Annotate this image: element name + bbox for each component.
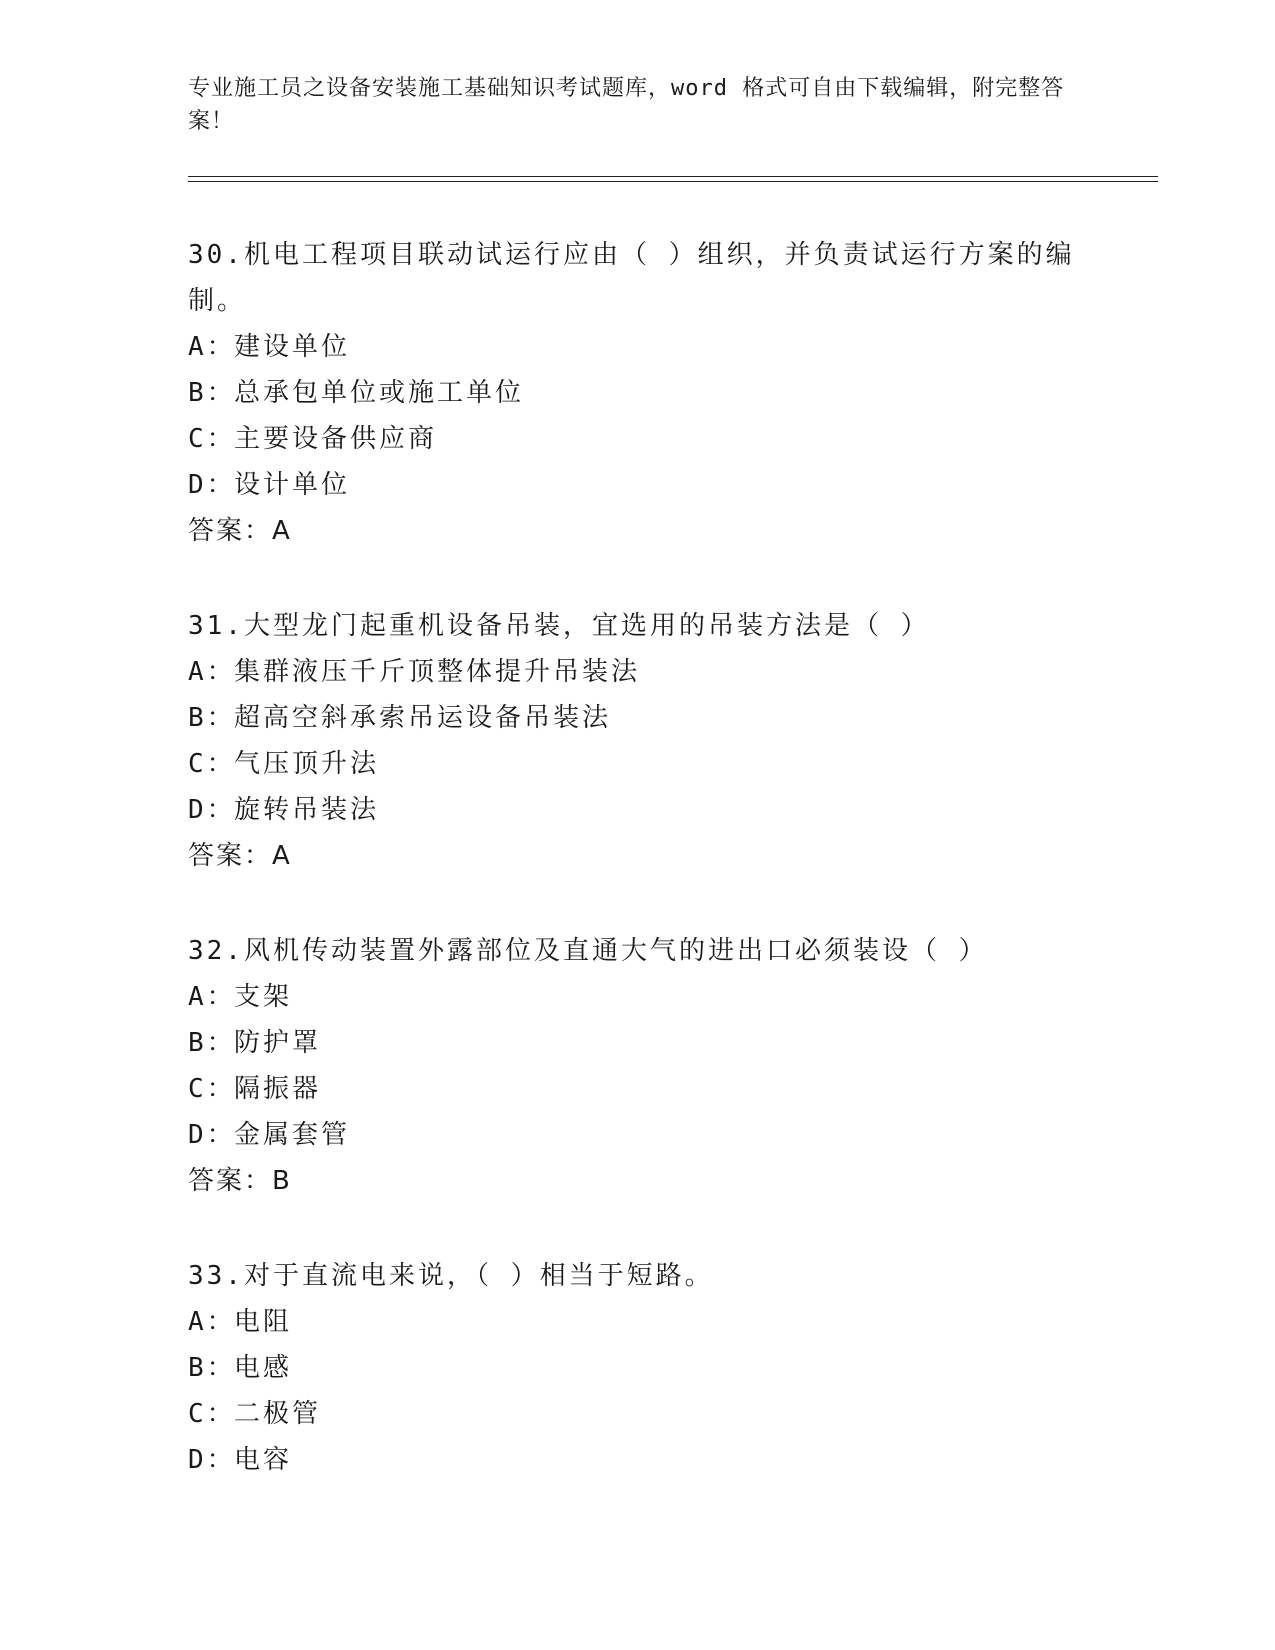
option-a	[188, 324, 1088, 370]
option-b	[188, 1020, 1088, 1066]
option-b	[188, 1345, 1088, 1391]
option-text: 电阻	[234, 1307, 293, 1337]
question-31	[188, 603, 1088, 879]
option-d	[188, 1437, 1088, 1483]
question-stem: 31.大型龙门起重机设备吊装，宜选用的吊装方法是（ ）	[188, 611, 930, 641]
option-letter: D：	[188, 470, 236, 500]
document-intro: 专业施工员之设备安装施工基础知识考试题库，word 格式可自由下载编辑，附完整答案！	[188, 76, 1065, 134]
option-letter: C：	[188, 1074, 236, 1104]
question-30	[188, 232, 1088, 554]
option-letter: A：	[188, 657, 236, 687]
option-d	[188, 1112, 1088, 1158]
option-text: 隔振器	[234, 1074, 322, 1104]
option-letter: C：	[188, 749, 236, 779]
option-text: 防护罩	[234, 1028, 322, 1058]
option-text: 集群液压千斤顶整体提升吊装法	[234, 657, 641, 687]
answer-label: 答案：B	[188, 1166, 292, 1196]
option-letter: B：	[188, 1353, 236, 1383]
option-text: 超高空斜承索吊运设备吊装法	[234, 703, 612, 733]
option-text: 电感	[234, 1353, 293, 1383]
option-a	[188, 974, 1088, 1020]
question-32	[188, 928, 1088, 1204]
question-stem: 33.对于直流电来说，（ ）相当于短路。	[188, 1261, 714, 1291]
option-letter: D：	[188, 795, 236, 825]
option-letter: A：	[188, 332, 236, 362]
option-text: 建设单位	[234, 332, 351, 362]
option-text: 电容	[234, 1445, 293, 1475]
option-a	[188, 1299, 1088, 1345]
option-text: 旋转吊装法	[234, 795, 380, 825]
option-text: 设计单位	[234, 470, 351, 500]
option-letter: C：	[188, 424, 236, 454]
option-text: 总承包单位或施工单位	[234, 378, 525, 408]
option-c	[188, 416, 1088, 462]
header-rule-bottom	[188, 181, 1158, 182]
question-33	[188, 1253, 1088, 1483]
option-letter: C：	[188, 1399, 236, 1429]
option-d	[188, 787, 1088, 833]
option-letter: A：	[188, 1307, 236, 1337]
option-c	[188, 1391, 1088, 1437]
option-text: 金属套管	[234, 1120, 351, 1150]
option-text: 气压顶升法	[234, 749, 380, 779]
question-stem: 30.机电工程项目联动试运行应由（ ）组织，并负责试运行方案的编制。	[188, 240, 1075, 316]
option-c	[188, 741, 1088, 787]
answer-label: 答案：A	[188, 516, 292, 546]
option-b	[188, 370, 1088, 416]
option-letter: D：	[188, 1120, 236, 1150]
option-letter: B：	[188, 1028, 236, 1058]
option-text: 二极管	[234, 1399, 322, 1429]
question-list	[188, 232, 1088, 1532]
option-text: 支架	[234, 982, 293, 1012]
option-c	[188, 1066, 1088, 1112]
option-letter: D：	[188, 1445, 236, 1475]
option-d	[188, 462, 1088, 508]
answer-label: 答案：A	[188, 841, 292, 871]
option-letter: B：	[188, 703, 236, 733]
option-letter: B：	[188, 378, 236, 408]
option-a	[188, 649, 1088, 695]
option-text: 主要设备供应商	[234, 424, 438, 454]
option-letter: A：	[188, 982, 236, 1012]
option-b	[188, 695, 1088, 741]
question-stem: 32.风机传动装置外露部位及直通大气的进出口必须装设（ ）	[188, 936, 988, 966]
header-rule-top	[188, 176, 1158, 177]
